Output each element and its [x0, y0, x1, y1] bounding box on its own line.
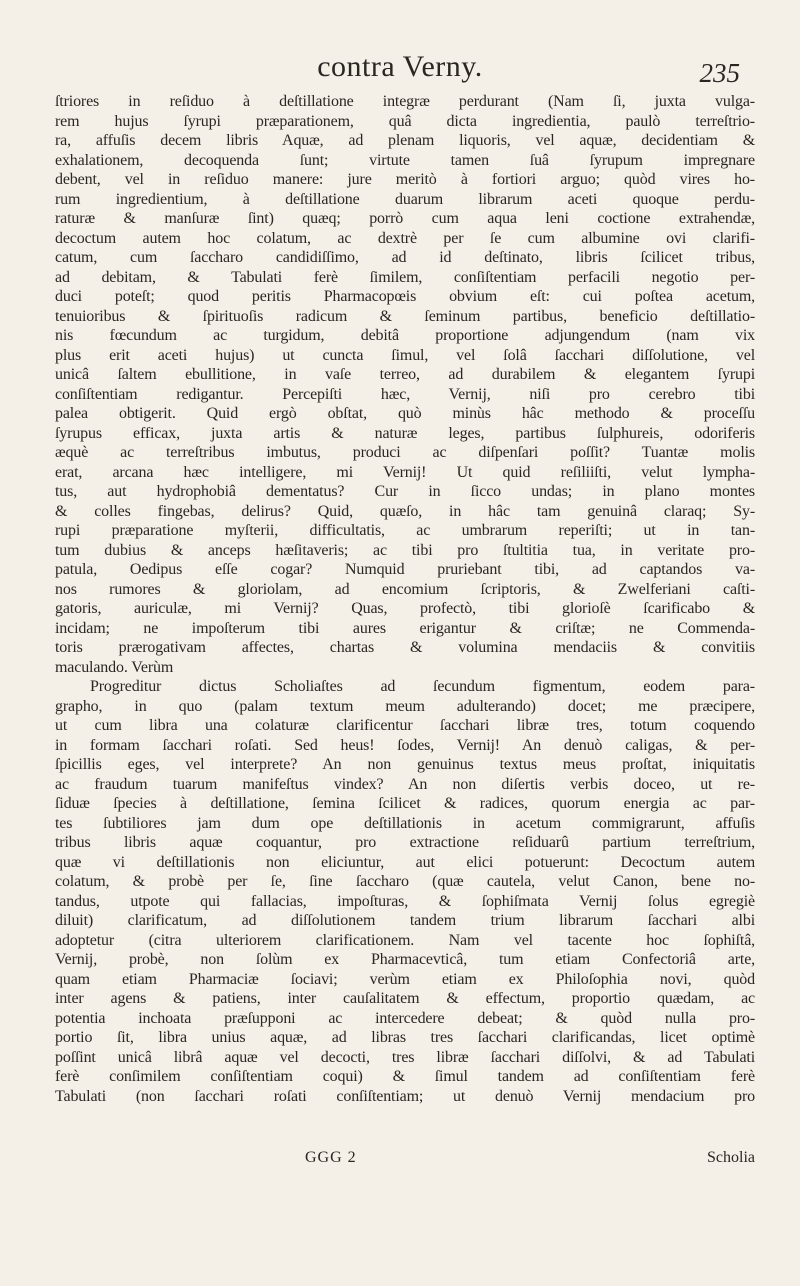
text-line: patula, Oedipus eſſe cogar? Numquid pruriebant tibi, ad captandos va-: [55, 561, 755, 578]
text-line: nos rumores & gloriolam, ad encomium ſcriptoris, & Zwelferiani caſti-: [55, 580, 755, 598]
text-line: & colles fingebas, delirus? Quid, quæſo, in hâc tam genuinâ claraq; Sy-: [55, 502, 755, 520]
text-line: toris prærogativam affectes, chartas & volumina mendaciis & convitiis: [55, 639, 755, 656]
text-line: ſpicillis eges, vel interprete? An non genuinus textus meus proſtat, iniquitatis: [55, 756, 755, 773]
text-line: raturæ & manſuræ ſint) quæq; porrò cum aqua leni coctione extrahendæ,: [55, 210, 755, 227]
text-line: ferè conſimilem conſiſtentiam coqui) & ſimul tandem ad conſiſtentiam ferè: [55, 1068, 755, 1085]
text-line: tandus, utpote qui fallacias, impoſturas, & ſophiſmata Vernij ſolus egregiè: [55, 892, 755, 910]
text-line: rum ingredientium, à deſtillatione duarum librarum aceti quoque perdu-: [55, 190, 755, 208]
catchword: Scholia: [707, 1149, 755, 1166]
text-line: duci poteſt; quod peritis Pharmacopœis obvium eſt: cui poſtea acetum,: [55, 288, 755, 305]
text-line: ſtriores in reſiduo à deſtillatione integræ perdurant (Nam ſi, juxta vulga-: [55, 93, 755, 110]
text-line: adoptetur (citra ulteriorem clarificationem. Nam vel tacente hoc ſophiſtâ,: [55, 931, 755, 949]
text-line: potentia inchoata præſupponi ac intercedere debeat; & quòd nulla pro-: [55, 1009, 755, 1027]
page-header-title: contra Verny.: [317, 50, 483, 83]
text-line: colatum, & probè per ſe, ſine ſaccharo (quæ cautela, velut Canon, bene no-: [55, 873, 755, 890]
text-line: tus, aut hydrophobiâ dementatus? Cur in ſicco undas; in plano montes: [55, 483, 755, 500]
signature-mark: GGG 2: [305, 1149, 357, 1166]
text-line: rupi præparatione myſterii, difficultatis, ac umbrarum reperiſti; ut in tan-: [55, 522, 755, 539]
text-line: ſiduæ ſpecies à deſtillatione, ſemina ſcilicet & radices, quorum energia ac par-: [55, 795, 755, 812]
text-line: plus erit aceti hujus) ut cuncta ſimul, vel ſolâ ſacchari diſſolutione, vel: [55, 346, 755, 364]
text-line: ſyrupus efficax, juxta artis & naturæ leges, partibus ſulphureis, odoriferis: [55, 424, 755, 442]
text-line: tes ſubtiliores jam dum ope deſtillationis in acetum commigrarunt, affuſis: [55, 814, 755, 832]
text-line: decoctum autem hoc colatum, ac dextrè per ſe cum albumine ovi clarifi-: [55, 229, 755, 247]
text-line: conſiſtentiam redigantur. Percepiſti hæc, Vernij, niſi pro cerebro tibi: [55, 385, 755, 403]
text-line: Progreditur dictus Scholiaſtes ad ſecundum figmentum, eodem para-: [90, 678, 755, 695]
text-line: maculando. Verùm: [55, 658, 174, 676]
text-line: ac fraudum tuarum manifeſtus vindex? An non diſertis verbis doceo, ut re-: [55, 775, 755, 793]
text-line: inter agens & patiens, inter cauſalitatem & effectum, proportio quædam, ac: [55, 990, 755, 1007]
text-line: tribus libris aquæ coquantur, pro extractione reſiduarû partium terreſtrium,: [55, 834, 755, 851]
text-line: incidam; ne impoſterum tibi aures erigantur & criſtæ; ne Commenda-: [55, 619, 755, 637]
text-line: Tabulati (non ſacchari roſati conſiſtentiam; ut denuò Vernij mendacium pro: [55, 1087, 755, 1105]
text-line: poſſint unicâ librâ aquæ vel decocti, tres libræ ſacchari diſſolvi, & ad Tabulati: [55, 1048, 755, 1066]
text-line: ad debitam, & Tabulati ferè ſimilem, conſiſtentiam perfacili negotio per-: [55, 268, 755, 286]
text-line: quæ vi deſtillationis non eliciuntur, aut elici potuerunt: Decoctum autem: [55, 853, 755, 871]
text-line: debent, vel in reſiduo manere: jure meritò à fortiori arguo; quòd vires ho-: [55, 171, 755, 188]
text-line: unicâ ſaltem ebullitione, in vaſe terreo, ad durabilem & elegantem ſyrupi: [55, 366, 755, 383]
text-line: portio ſit, libra unius aquæ, ad libras tres ſacchari clarificandas, licet optimè: [55, 1029, 755, 1046]
text-line: in formam ſacchari roſati. Sed heus! ſodes, Vernij! An denuò caligas, & per-: [55, 736, 755, 754]
text-line: grapho, in quo (palam textum meum adulterando) docet; me præcipere,: [55, 697, 755, 715]
body-text: [55, 92, 755, 1106]
text-line: nis fœcundum ac turgidum, debitâ proportione adjungendum (nam vix: [55, 327, 755, 344]
page-number: 235: [699, 58, 740, 88]
page-footer: [55, 1149, 755, 1171]
text-line: diluit) clarificatum, ad diſſolutionem tandem trium librarum ſacchari albi: [55, 912, 755, 929]
text-line: rem hujus ſyrupi præparationem, quâ dicta ingredientia, paulò terreſtrio-: [55, 112, 755, 130]
text-line: quam etiam Pharmaciæ ſociavi; verùm etiam ex Philoſophia novi, quòd: [55, 970, 755, 988]
text-line: catum, cum ſaccharo candidiſſimo, ad id deſtinato, libris ſcilicet tribus,: [55, 249, 755, 266]
text-line: exhalationem, decoquenda ſunt; virtute tamen ſuâ ſyrupum impregnare: [55, 151, 755, 169]
text-line: Vernij, probè, non ſolùm ex Pharmacevticâ, tum etiam Confectoriâ arte,: [55, 951, 755, 968]
text-line: erat, arcana hæc intelligere, mi Vernij! Ut quid reſiliiſti, velut lympha-: [55, 463, 755, 481]
text-line: gatoris, auriculæ, mi Vernij? Quas, profectò, tibi glorioſè ſcarificabo &: [55, 600, 755, 617]
text-line: ut cum libra una colaturæ clarificentur ſacchari libræ tres, totum coquendo: [55, 717, 755, 734]
text-line: tenuioribus & ſpirituoſis radicum & ſeminum partibus, beneficio deſtillatio-: [55, 307, 755, 325]
text-line: ra, affuſis decem libris Aquæ, ad plenam liquoris, vel aquæ, decidentiam &: [55, 132, 755, 149]
running-head: [60, 50, 740, 96]
text-line: palea obtigerit. Quid ergò obſtat, quò minùs hâc methodo & proceſſu: [55, 405, 755, 422]
text-line: æquè ac terreſtribus imbutus, produci ac diſpenſari poſſit? Tuantæ molis: [55, 444, 755, 461]
text-line: tum dubius & anceps hæſitaveris; ac tibi pro ſtultitia tua, in veritate pro-: [55, 541, 755, 559]
